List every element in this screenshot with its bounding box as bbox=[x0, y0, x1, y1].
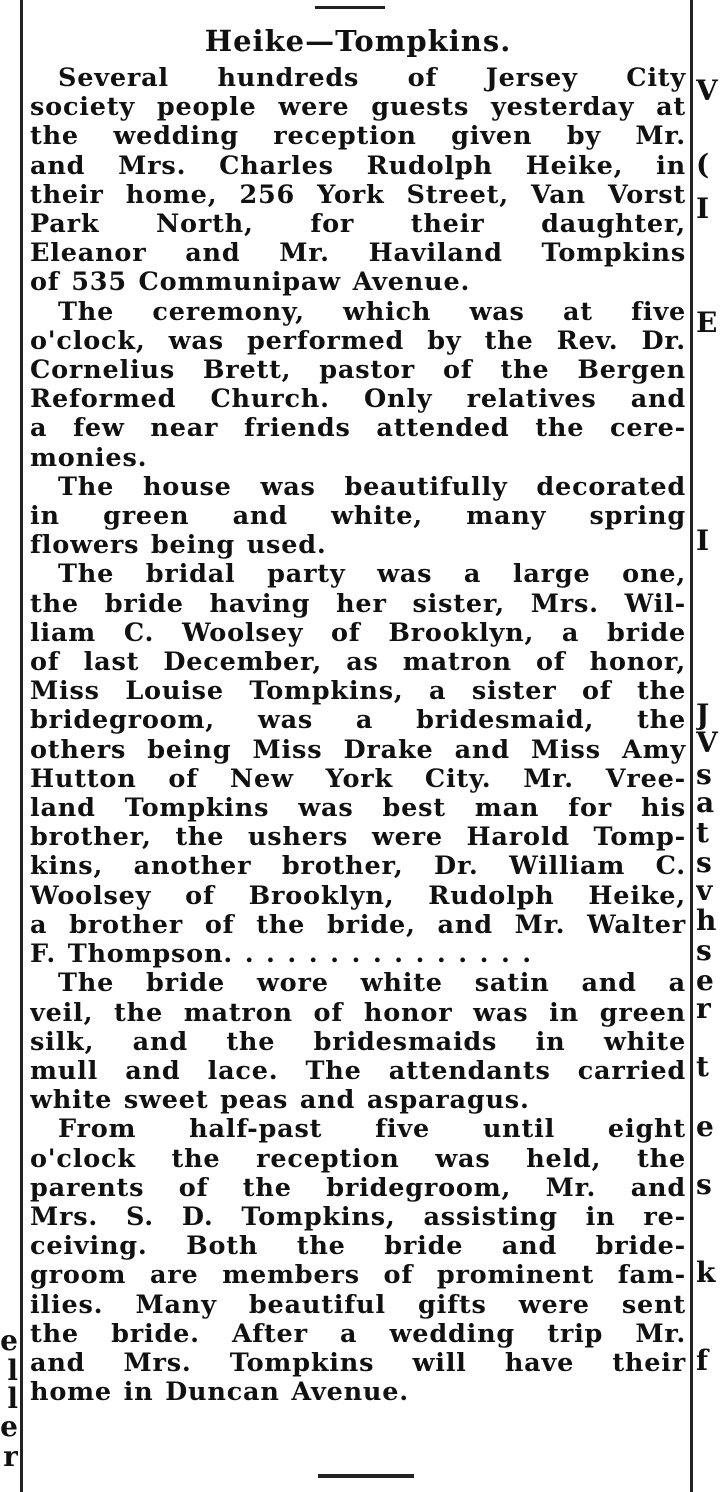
text-line: o'clock, was performed by the Rev. Dr. bbox=[30, 326, 686, 356]
text-line: The house was beautifully decorated bbox=[58, 472, 686, 502]
right-column-fragment: e bbox=[696, 1112, 714, 1142]
text-line: Several hundreds of Jersey City bbox=[58, 64, 686, 93]
article-column bbox=[30, 24, 686, 1407]
article-paragraph bbox=[30, 473, 686, 561]
text-line: the bride having her sister, Mrs. Wil- bbox=[30, 589, 686, 619]
left-column-fragment: l bbox=[7, 1356, 18, 1386]
right-column-fragment: r bbox=[696, 994, 711, 1024]
text-line: a few near friends attended the cere- bbox=[30, 414, 686, 444]
right-column-fragment: e bbox=[696, 966, 714, 996]
text-line: flowers being used. bbox=[30, 531, 327, 561]
article-headline: Heike—Tompkins. bbox=[204, 24, 512, 58]
right-column-fragment: s bbox=[696, 760, 712, 790]
text-line: The bride wore white satin and a bbox=[58, 969, 686, 999]
article-body bbox=[30, 64, 686, 1407]
text-line: liam C. Woolsey of Brooklyn, a bride bbox=[30, 618, 686, 648]
text-line: o'clock the reception was held, the bbox=[30, 1144, 686, 1174]
right-column-fragment: s bbox=[696, 1170, 712, 1200]
article-paragraph bbox=[30, 969, 686, 1115]
text-line: mull and lace. The attendants carried bbox=[30, 1056, 686, 1086]
article-paragraph bbox=[30, 64, 686, 298]
text-line: white sweet peas and asparagus. bbox=[30, 1086, 530, 1116]
text-line: ilies. Many beautiful gifts were sent bbox=[30, 1290, 686, 1320]
text-line: Park North, for their daughter, bbox=[30, 210, 686, 240]
text-line: groom are members of prominent fam- bbox=[30, 1261, 686, 1291]
right-column-fragment: ( bbox=[696, 150, 710, 180]
right-column-fragment: f bbox=[696, 1346, 709, 1376]
text-line: of last December, as matron of honor, bbox=[30, 648, 686, 678]
right-column-fragment: k bbox=[696, 1258, 716, 1288]
right-column-rule bbox=[690, 0, 693, 1492]
right-column-fragment: V bbox=[696, 728, 718, 758]
text-line: home in Duncan Avenue. bbox=[30, 1378, 409, 1408]
text-line: Mrs. S. D. Tompkins, assisting in re- bbox=[30, 1202, 686, 1232]
right-column-fragment: J bbox=[696, 700, 710, 730]
right-column-fragment: s bbox=[696, 848, 712, 878]
right-column-fragment: s bbox=[696, 936, 712, 966]
text-line: Reformed Church. Only relatives and bbox=[30, 385, 686, 415]
left-column-fragment: r bbox=[3, 1442, 18, 1472]
text-line: brother, the ushers were Harold Tomp- bbox=[30, 823, 686, 853]
left-column-fragment: l bbox=[7, 1384, 18, 1414]
right-column-fragment: V bbox=[696, 76, 718, 106]
text-line: ceiving. Both the bride and bride- bbox=[30, 1232, 686, 1262]
right-column-fragment: I bbox=[696, 194, 710, 224]
text-line: Miss Louise Tompkins, a sister of the bbox=[30, 677, 686, 707]
right-column-fragment: h bbox=[696, 906, 717, 936]
text-line: of 535 Communipaw Avenue. bbox=[30, 268, 471, 298]
text-line: The bridal party was a large one, bbox=[58, 560, 686, 590]
right-column-fragment: I bbox=[696, 526, 710, 556]
text-line: their home, 256 York Street, Van Vorst bbox=[30, 180, 686, 210]
article-paragraph bbox=[30, 298, 686, 473]
left-column-fragment: e bbox=[0, 1412, 18, 1442]
text-line: bridegroom, was a bridesmaid, the bbox=[30, 706, 686, 736]
text-line: land Tompkins was best man for his bbox=[30, 794, 686, 824]
text-line: and Mrs. Charles Rudolph Heike, in bbox=[30, 151, 686, 181]
right-column-fragment: E bbox=[696, 308, 718, 338]
text-line: The ceremony, which was at five bbox=[58, 297, 686, 327]
right-column-fragment: v bbox=[696, 876, 713, 906]
text-line: a brother of the bride, and Mr. Walter bbox=[30, 910, 686, 940]
text-line: Woolsey of Brooklyn, Rudolph Heike, bbox=[30, 881, 686, 911]
text-line: in green and white, many spring bbox=[30, 502, 686, 532]
bottom-separator-rule bbox=[318, 1474, 414, 1478]
right-column-fragment: a bbox=[696, 788, 715, 818]
article-paragraph bbox=[30, 1115, 686, 1407]
text-line: From half-past five until eight bbox=[58, 1115, 686, 1145]
text-line: Cornelius Brett, pastor of the Bergen bbox=[30, 356, 686, 386]
right-column-fragment: t bbox=[696, 1052, 709, 1082]
text-line: silk, and the bridesmaids in white bbox=[30, 1027, 686, 1057]
left-column-fragment: e bbox=[0, 1326, 18, 1356]
article-paragraph bbox=[30, 560, 686, 969]
text-line: others being Miss Drake and Miss Amy bbox=[30, 735, 686, 765]
right-column-fragment: t bbox=[696, 818, 709, 848]
text-line: the wedding reception given by Mr. bbox=[30, 122, 686, 152]
text-line: F. Thompson. . . . . . . . . . . . . . . bbox=[30, 940, 532, 970]
top-separator-rule bbox=[315, 6, 385, 9]
text-line: monies. bbox=[30, 443, 148, 473]
text-line: Eleanor and Mr. Haviland Tompkins bbox=[30, 239, 686, 269]
left-column-rule bbox=[20, 0, 23, 1492]
text-line: parents of the bridegroom, Mr. and bbox=[30, 1173, 686, 1203]
text-line: veil, the matron of honor was in green bbox=[30, 998, 686, 1028]
text-line: kins, another brother, Dr. William C. bbox=[30, 852, 686, 882]
text-line: Hutton of New York City. Mr. Vree- bbox=[30, 764, 686, 794]
text-line: society people were guests yesterday at bbox=[30, 93, 686, 123]
text-line: and Mrs. Tompkins will have their bbox=[30, 1348, 686, 1378]
text-line: the bride. After a wedding trip Mr. bbox=[30, 1319, 686, 1349]
